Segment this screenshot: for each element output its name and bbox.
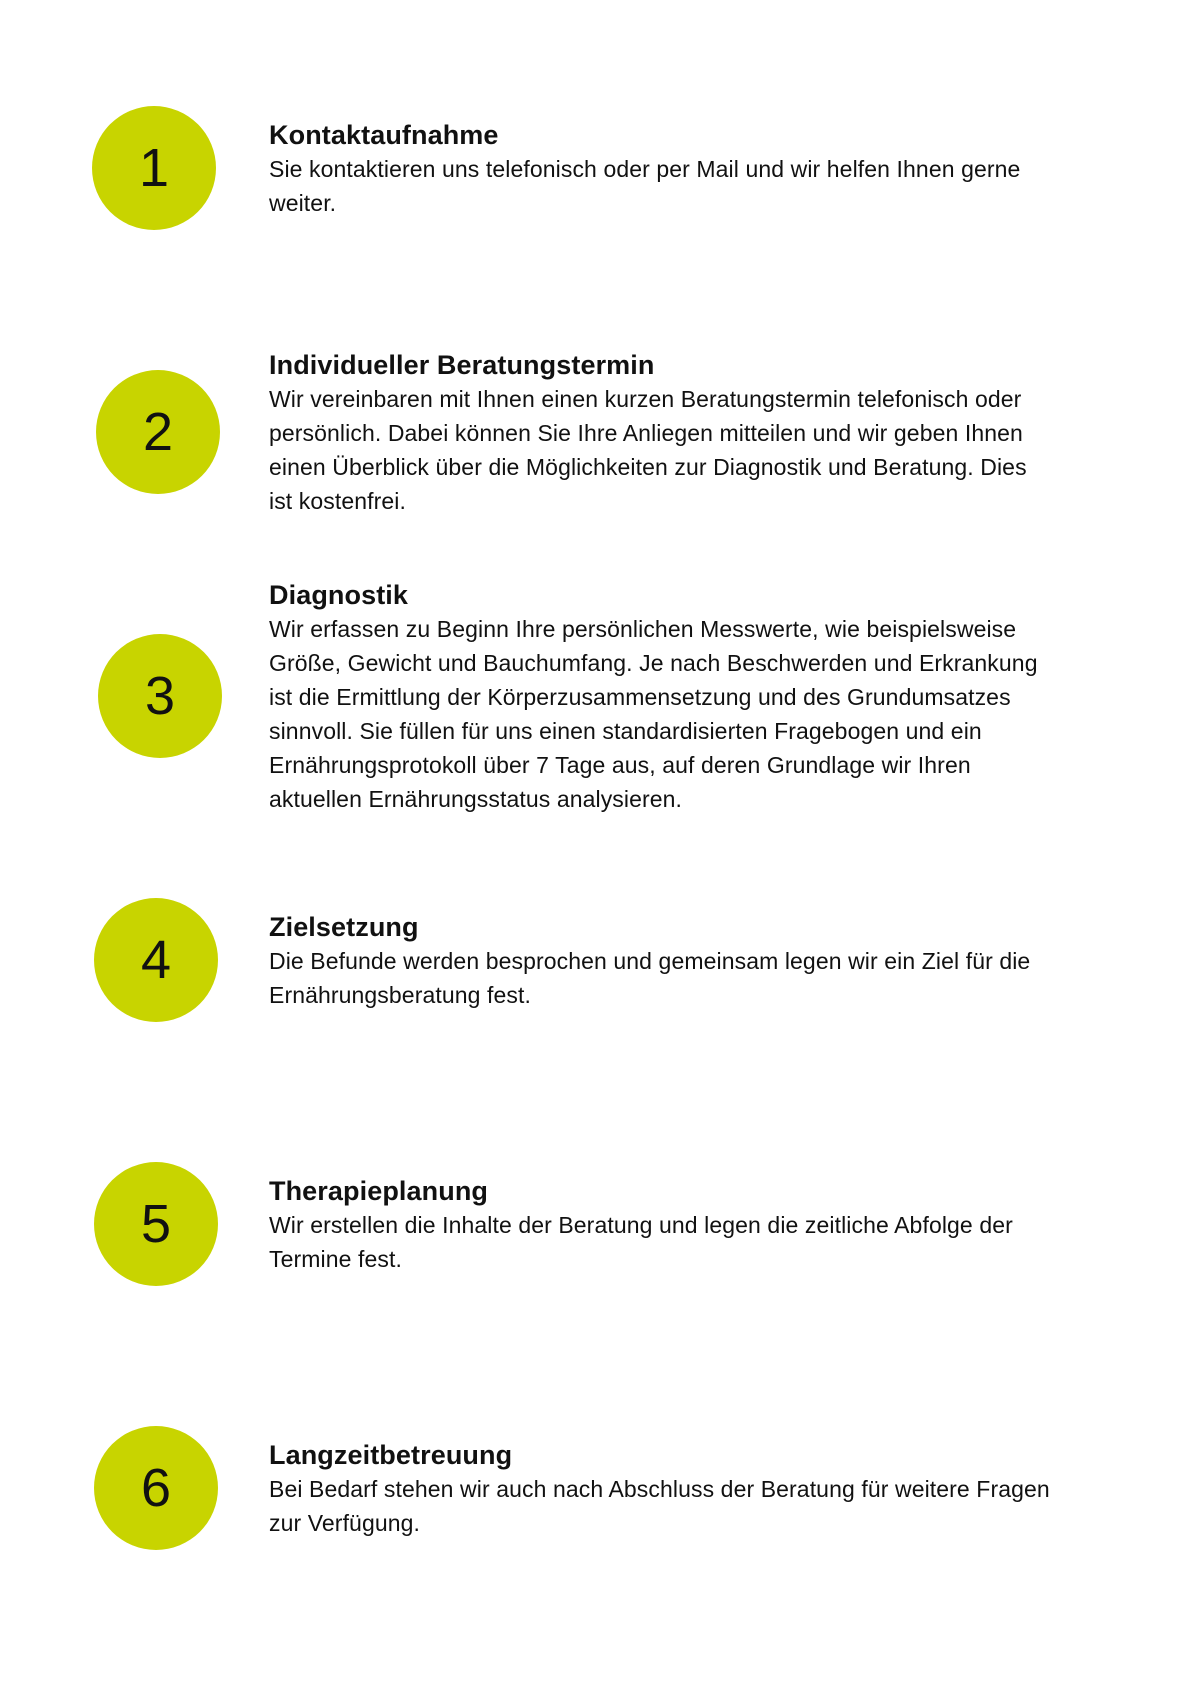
step-description-line: Wir erstellen die Inhalte der Beratung und legen die zeitliche Abfolge der bbox=[269, 1212, 1013, 1238]
step-description-line: Termine fest. bbox=[269, 1246, 402, 1272]
step-description-line: Bei Bedarf stehen wir auch nach Abschluss der Beratung für weitere Fragen bbox=[269, 1476, 1050, 1502]
step-description-line: aktuellen Ernährungsstatus analysieren. bbox=[269, 786, 683, 812]
step-number: 2 bbox=[142, 402, 174, 462]
step-number: 5 bbox=[140, 1194, 172, 1254]
step-description-line: ist kostenfrei. bbox=[269, 488, 406, 514]
step-title: Therapieplanung bbox=[269, 1176, 489, 1206]
step-number: 4 bbox=[140, 930, 172, 990]
step-description-line: sinnvoll. Sie füllen für uns einen standardisierten Fragebogen und ein bbox=[269, 718, 982, 744]
step-title: Diagnostik bbox=[269, 580, 409, 610]
step-number-circle bbox=[98, 634, 222, 758]
step-description-line: zur Verfügung. bbox=[269, 1510, 421, 1536]
step-title: Individueller Beratungstermin bbox=[269, 350, 655, 380]
step-number-circle bbox=[94, 898, 218, 1022]
step-title: Langzeitbetreuung bbox=[269, 1440, 513, 1470]
step-number: 1 bbox=[138, 138, 170, 198]
step-description-line: Wir vereinbaren mit Ihnen einen kurzen Beratungstermin telefonisch oder bbox=[269, 386, 1022, 412]
step-title: Zielsetzung bbox=[269, 912, 419, 942]
step-number-circle bbox=[94, 1426, 218, 1550]
step-description-line: weiter. bbox=[269, 190, 337, 216]
step-description-line: Wir erfassen zu Beginn Ihre persönlichen Messwerte, wie beispielsweise bbox=[269, 616, 1017, 642]
step-title: Kontaktaufnahme bbox=[269, 120, 499, 150]
step-description-line: Sie kontaktieren uns telefonisch oder per Mail und wir helfen Ihnen gerne bbox=[269, 156, 1021, 182]
step-number: 6 bbox=[140, 1458, 172, 1518]
step-description-line: ist die Ermittlung der Körperzusammensetzung und des Grundumsatzes bbox=[269, 684, 1011, 710]
step-description-line: Die Befunde werden besprochen und gemeinsam legen wir ein Ziel für die bbox=[269, 948, 1031, 974]
step-description-line: Ernährungsprotokoll über 7 Tage aus, auf deren Grundlage wir Ihren bbox=[269, 752, 971, 778]
step-description-line: Ernährungsberatung fest. bbox=[269, 982, 531, 1008]
step-number-circle bbox=[94, 1162, 218, 1286]
step-number: 3 bbox=[144, 666, 176, 726]
step-description-line: persönlich. Dabei können Sie Ihre Anliegen mitteilen und wir geben Ihnen bbox=[269, 420, 1023, 446]
step-description-line: einen Überblick über die Möglichkeiten zur Diagnostik und Beratung. Dies bbox=[269, 454, 1027, 480]
step-description-line: Größe, Gewicht und Bauchumfang. Je nach Beschwerden und Erkrankung bbox=[269, 650, 1038, 676]
step-number-circle bbox=[96, 370, 220, 494]
step-number-circle bbox=[92, 106, 216, 230]
